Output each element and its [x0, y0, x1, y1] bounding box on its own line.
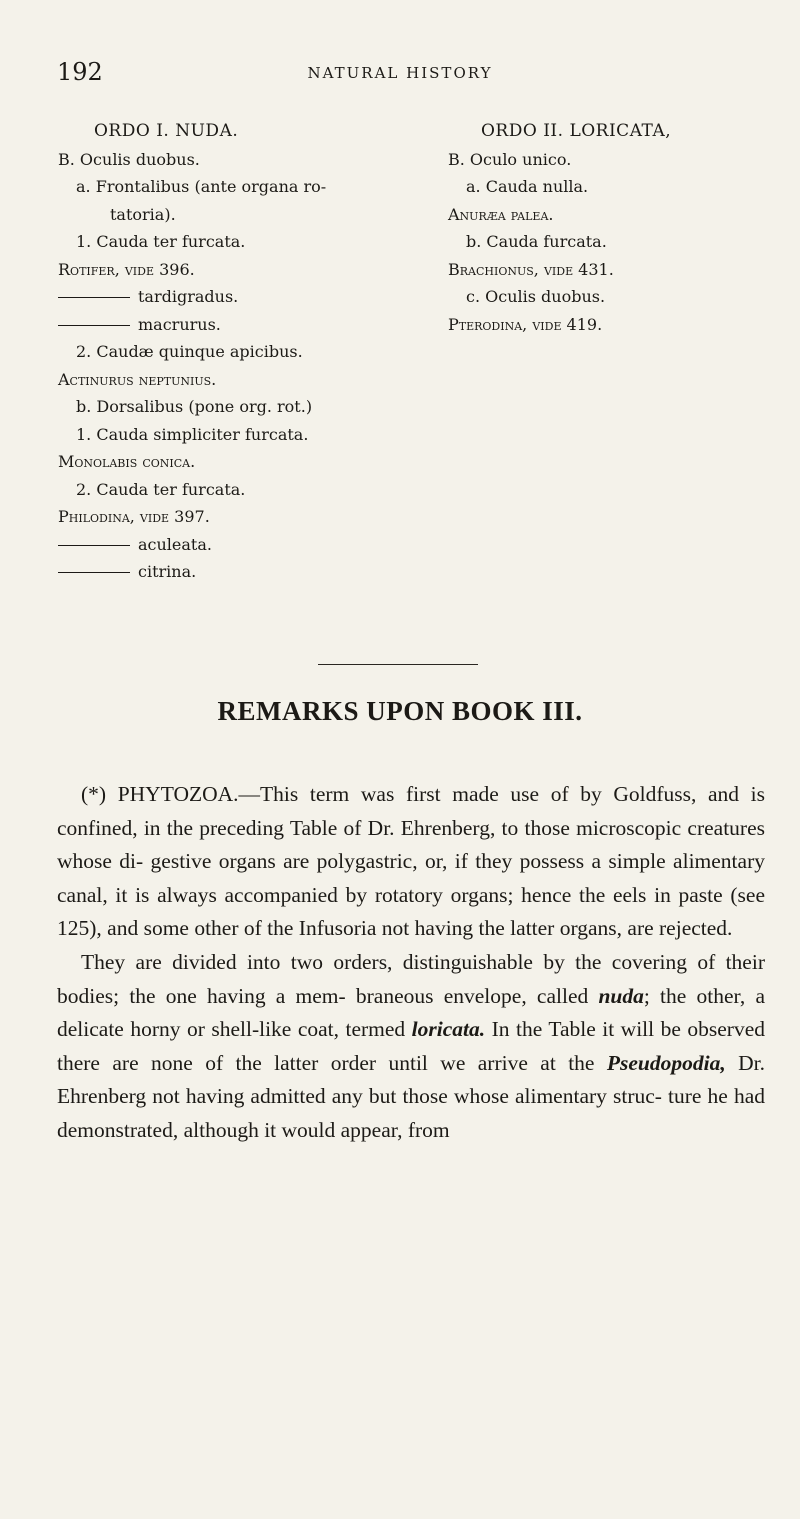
list-item: c. Oculis duobus. — [466, 287, 606, 306]
list-item: Rotifer, vide 396. — [58, 259, 195, 279]
list-item: tatoria). — [110, 204, 176, 224]
term-pseudopodia: Pseudopodia, — [606, 1050, 726, 1075]
list-item: 1. Cauda simpliciter furcata. — [76, 424, 309, 444]
remarks-body — [57, 778, 765, 1148]
paragraph-phytozoa: (*) PHYTOZOA.—This term was first made use of by Goldfuss, and is confined, in the preceding Table of Dr. Ehrenberg, to those microscopic creatures whose di- gestive organs are polygastric, or, if they possess a simple alimentary canal, it is always accompanied by rotatory organs; hence the eels in paste (see 125), and some other of the Infusoria not having the latter organs, are rejected. — [57, 782, 765, 941]
ordo-loricata-heading: ORDO II. LORICATA, — [481, 121, 672, 141]
remarks-title: REMARKS UPON BOOK III. — [217, 696, 583, 726]
term-nuda: nuda — [598, 983, 644, 1008]
list-item: Actinurus neptunius. — [58, 369, 217, 389]
list-item: b. Dorsalibus (pone org. rot.) — [76, 397, 313, 416]
list-item: citrina. — [58, 558, 378, 586]
list-item: Brachionus, vide 431. — [448, 259, 614, 279]
term-loricata: loricata. — [411, 1017, 486, 1042]
paragraph-orders: They are divided into two orders, distinguishable by the covering of their bodies; the one having a mem- braneous envelope, called nuda; the other, a delicate horny or shell-like coat, termed loricata. In the Table it will be observed there are none of the latter order until we arrive at the Pseudopodia, Dr. Ehrenberg not having admitted any but those whose alimentary struc- ture he had demonstrated, although it would appear, from — [57, 949, 766, 1142]
list-item: 2. Cauda ter furcata. — [76, 479, 246, 499]
list-item: B. Oculo unico. — [448, 149, 572, 169]
section-divider — [318, 664, 478, 665]
ditto-dash — [58, 572, 130, 573]
list-item: 1. Cauda ter furcata. — [76, 232, 246, 251]
list-item: 2. Caudæ quinque apicibus. — [76, 342, 303, 361]
list-item: b. Cauda furcata. — [466, 232, 607, 251]
ordo-loricata-column — [448, 118, 778, 338]
list-item: Anuræa palea. — [448, 204, 554, 224]
list-item: B. Oculis duobus. — [58, 149, 200, 169]
ditto-dash — [58, 545, 130, 546]
ditto-dash — [58, 297, 130, 298]
ordo-nuda-heading: ORDO I. NUDA. — [94, 121, 239, 141]
running-head: NATURAL HISTORY — [307, 64, 493, 82]
list-item: tardigradus. — [58, 283, 378, 311]
list-item: Philodina, vide 397. — [58, 507, 210, 526]
list-item: macrurus. — [58, 311, 378, 339]
list-item: a. Frontalibus (ante organa ro- — [76, 177, 327, 196]
ordo-nuda-column — [58, 118, 378, 586]
list-item: Pterodina, vide 419. — [448, 314, 603, 334]
ditto-dash — [58, 325, 130, 326]
page-header — [0, 58, 800, 98]
list-item: aculeata. — [58, 531, 378, 559]
list-item: Monolabis conica. — [58, 452, 196, 471]
list-item: a. Cauda nulla. — [466, 177, 589, 196]
page-number: 192 — [57, 58, 103, 86]
